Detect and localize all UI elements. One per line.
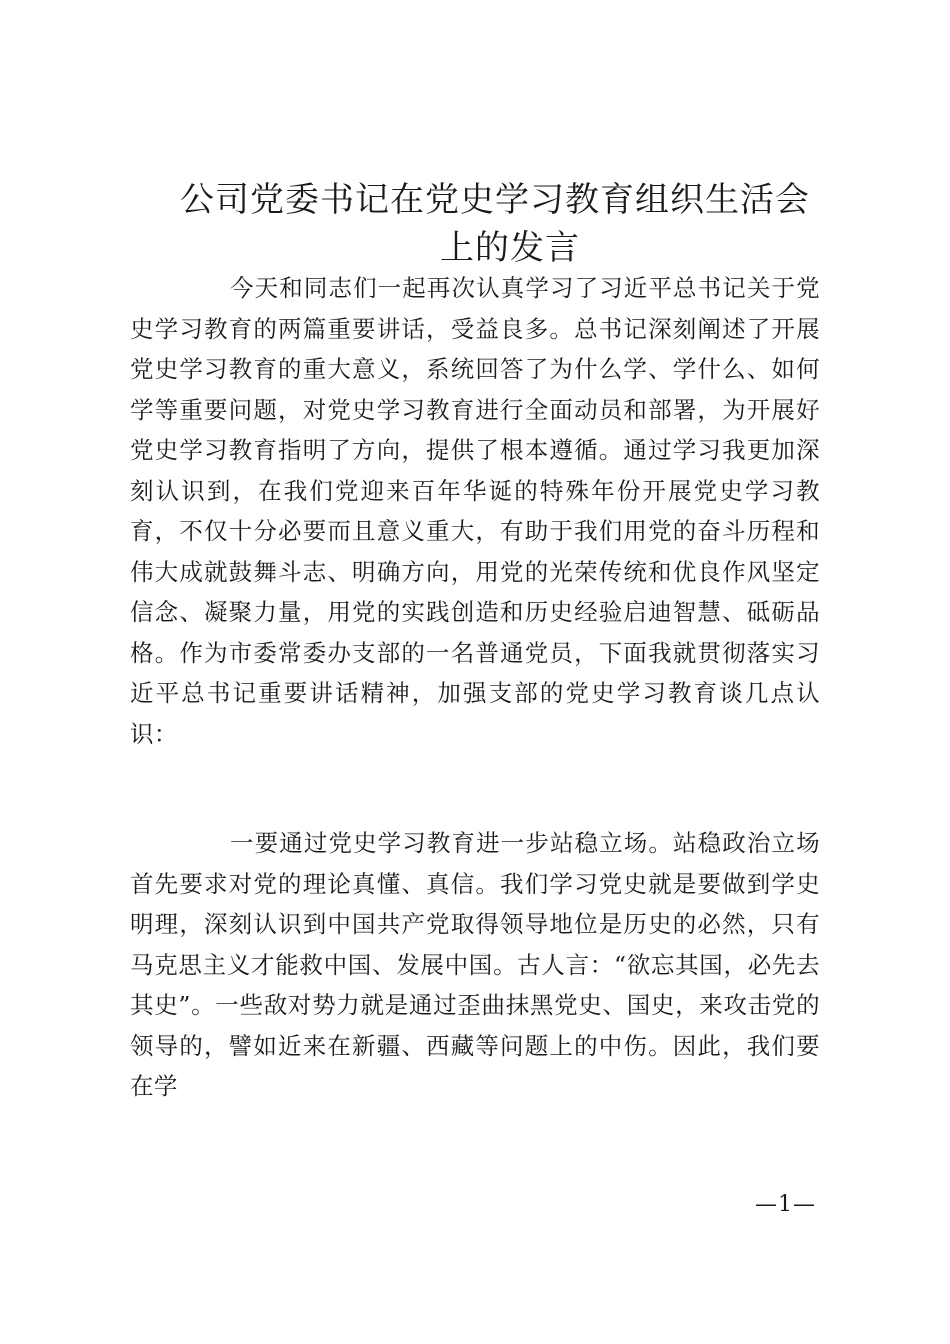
- body-paragraph-2: 一要通过党史学习教育进一步站稳立场。站稳政治立场首先要求对党的理论真懂、真信。我们学习党史就是要做到学史明理，深刻认识到中国共产党取得领导地位是历史的必然，只有马克思主义才能救中国、发展中国。古人言：“欲忘其国，必先去其史”。一些敌对势力就是通过歪曲抹黑党史、国史，来攻击党的领导的，譬如近来在新疆、西藏等问题上的中伤。因此，我们要在学: [130, 829, 820, 1100]
- page-number: —1—: [755, 1192, 816, 1217]
- body-paragraph-1: 今天和同志们一起再次认真学习了习近平总书记关于党史学习教育的两篇重要讲话，受益良多。总书记深刻阐述了开展党史学习教育的重大意义，系统回答了为什么学、学什么、如何学等重要问题，对党史学习教育进行全面动员和部署，为开展好党史学习教育指明了方向，提供了根本遵循。通过学习我更加深刻认识到，在我们党迎来百年华诞的特殊年份开展党史学习教育，不仅十分必要而且意义重大，有助于我们用党的奋斗历程和伟大成就鼓舞斗志、明确方向，用党的光荣传统和优良作风坚定信念、凝聚力量，用党的实践创造和历史经验启迪智慧、砥砺品格。作为市委常委办支部的一名普通党员，下面我就贯彻落实习近平总书记重要讲话精神，加强支部的党史学习教育谈几点认识：: [130, 274, 820, 748]
- document-title-line-1: 公司党委书记在党史学习教育组织生活会: [180, 180, 810, 220]
- document-title-line-2: 上的发言: [440, 228, 580, 268]
